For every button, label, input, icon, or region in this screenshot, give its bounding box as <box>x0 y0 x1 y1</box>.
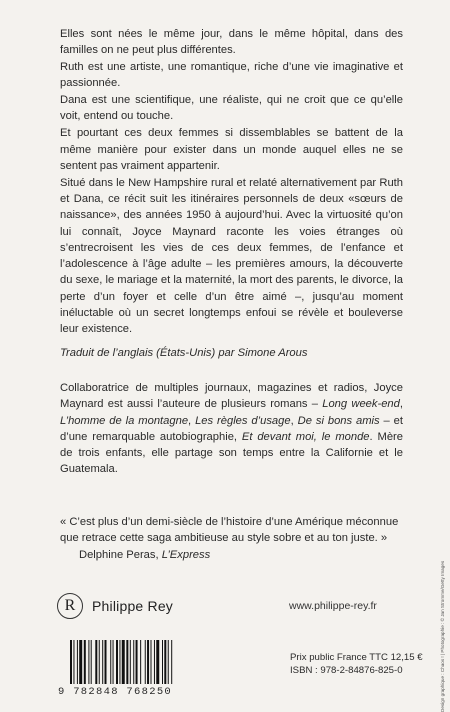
publisher-logo <box>57 593 173 619</box>
book-title: Et devant moi, le monde <box>241 430 370 443</box>
bio-mid: – et d’une remarquable autobiographie, <box>60 414 404 443</box>
book-title: L’homme de la montagne <box>60 414 189 427</box>
synopsis <box>60 26 403 338</box>
quote-text: « C’est plus d’un demi-siècle de l’histoire d’une Amérique méconnue que retrace cette saga ambitieuse au style sobre et au ton juste. » <box>60 516 399 545</box>
synopsis-paragraph: Dana est une scientifique, une réaliste, qui ne croit que ce qu’elle voit, entend ou touche. <box>60 94 403 123</box>
synopsis-paragraph: Et pourtant ces deux femmes si dissemblables se battent de la même manière pour exister dans un monde auquel elles ne se sentent pas vraiment appartenir. <box>60 127 403 172</box>
author-bio <box>60 380 403 478</box>
publisher-logo-icon: R <box>57 593 83 619</box>
publisher-website: www.philippe-rey.fr <box>289 600 377 612</box>
synopsis-paragraph: Elles sont nées le même jour, dans le même hôpital, dans des familles on ne peut plus différentes. <box>60 28 403 57</box>
quote-source: L’Express <box>161 548 211 561</box>
press-quote <box>60 514 403 563</box>
bio-intro: Collaboratrice de multiples journaux, magazines et radios, Joyce Maynard est aussi l’auteure de plusieurs romans – <box>60 382 403 411</box>
barcode <box>58 638 210 700</box>
publisher-name: Philippe Rey <box>92 598 173 614</box>
bio-separator: , <box>399 398 403 411</box>
synopsis-paragraph: Situé dans le New Hampshire rural et relaté alternativement par Ruth et Dana, ce récit suit les itinéraires personnels de deux «sœurs de naissance», des années 1950 à aujourd’hui. Avec la virtuosité qu’on lui connaît, Joyce Maynard raconte les voies étranges où s’entrecroisent les vies de ces deux femmes, de l’enfance et l’adolescence à l’âge adulte – les premières amours, la découverte du sexe, le mariage et la maternité, la mort des parents, le divorce, la perte d’un foyer et celle d’un être aimé –, jusqu’au moment inéluctable où un secret longtemps enfoui se révèle et bouleverse leur existence. <box>60 176 403 336</box>
translator-credit: Traduit de l’anglais (États-Unis) par Simone Arous <box>60 347 308 359</box>
quote-attribution <box>79 547 403 563</box>
barcode-icon <box>70 640 206 684</box>
barcode-number: 9 782848 768250 <box>58 686 173 698</box>
isbn-line: ISBN : 978-2-84876-825-0 <box>290 665 403 676</box>
book-title: Long week-end <box>322 398 400 411</box>
price-block <box>290 651 423 677</box>
design-credit: Design graphique : Chaos ! | Photographie : © Jan Stromme/Getty Images <box>440 560 445 712</box>
bio-outro: . Mère de trois enfants, elle partage son temps entre la Californie et le Guatemala. <box>60 430 403 476</box>
quote-author: Delphine Peras, <box>79 548 162 561</box>
bio-separator: , <box>188 414 196 427</box>
price-line: Prix public France TTC 12,15 € <box>290 652 423 663</box>
book-title: Les règles d’usage <box>195 414 291 427</box>
bio-separator: , <box>290 414 298 427</box>
synopsis-paragraph: Ruth est une artiste, une romantique, riche d’une vie imaginative et passionnée. <box>60 61 403 90</box>
book-title: De si bons amis <box>297 414 380 427</box>
